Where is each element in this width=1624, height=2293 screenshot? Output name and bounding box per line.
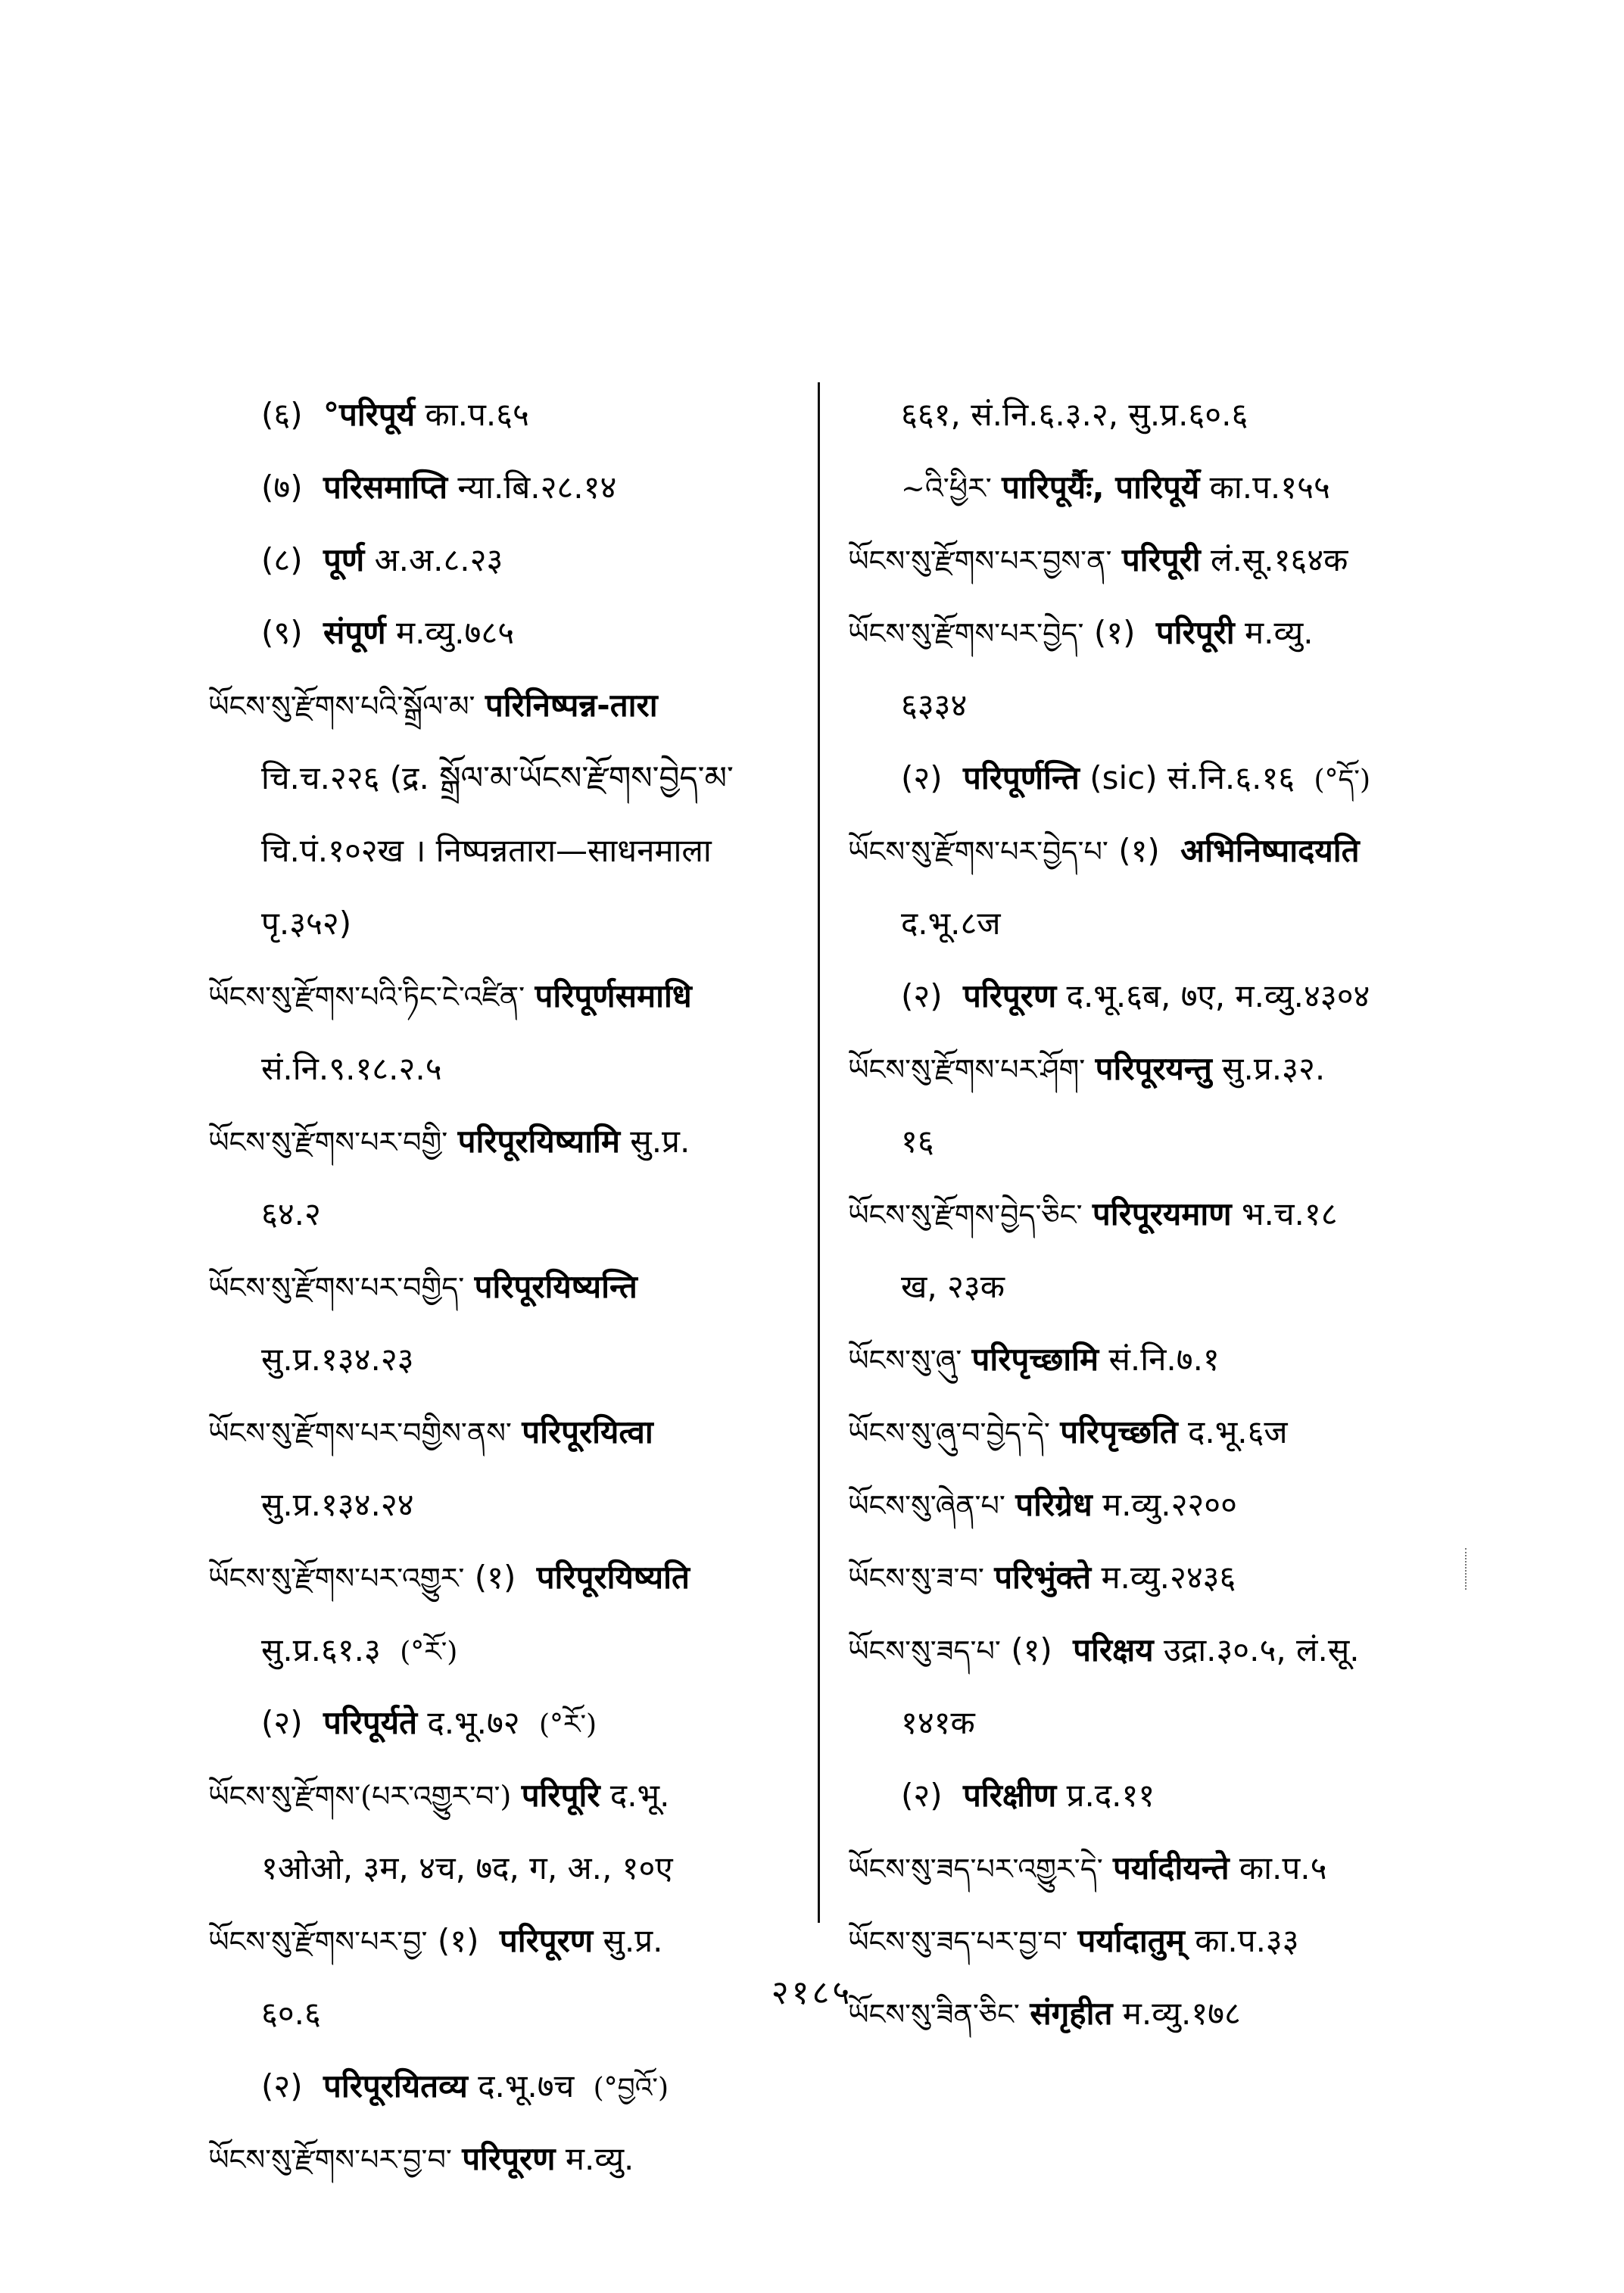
variant-note: (°རོ་) <box>539 1709 597 1740</box>
sanskrit-term: परिपृच्छामि <box>971 1341 1099 1378</box>
sanskrit-term: परिपूरयमाण <box>1092 1195 1232 1232</box>
sense-number: (१) <box>1118 832 1160 869</box>
source-reference: द.भू.८ज <box>901 905 1001 942</box>
entry-headword-line <box>848 1178 1454 1251</box>
source-reference: अ.अ.८.२३ <box>374 541 503 578</box>
page-number: २१८५ <box>771 1974 853 2012</box>
entry-headword-line <box>848 1614 1454 1687</box>
source-reference: चि.च.२२६ (द्र. སྒྲོལ་མ་ཡོངས་རྫོགས་བྱེད་མ་ <box>261 759 734 796</box>
source-reference: सु.प्र.१३४.२३ <box>261 1341 414 1378</box>
sanskrit-term: परिपूरि <box>521 1777 600 1814</box>
entry-headword-line <box>208 2123 814 2195</box>
source-reference: ६६१, सं.नि.६.३.२, सु.प्र.६०.६ <box>901 396 1248 433</box>
entry-continuation-line <box>848 960 1454 1033</box>
sanskrit-term: संपूर्ण <box>323 614 386 651</box>
tibetan-term: ཡོངས་སུ་རྫོགས་པར་བགྱིད་ <box>208 1271 465 1304</box>
sanskrit-term: परिपूर्णसमाधि <box>535 977 692 1014</box>
entry-continuation-line <box>848 379 1454 451</box>
source-reference: ६३३४ <box>901 687 968 724</box>
sense-number: (६) <box>261 396 303 433</box>
entry-headword-line <box>208 1251 814 1323</box>
entry-headword-line <box>848 1323 1454 1396</box>
source-reference: सु.प्र.३२. <box>1222 1050 1326 1087</box>
sense-number: (१) <box>1011 1631 1052 1668</box>
sanskrit-term: परिसमाप्ति <box>323 469 448 506</box>
tibetan-term: ཡོངས་སུ་རྫོགས་པའི་ཏིང་ངེ་འཛིན་ <box>208 980 525 1014</box>
sanskrit-term: परिपूरण <box>499 1922 594 1959</box>
source-reference: म.व्यु.२४३६ <box>1101 1559 1236 1596</box>
tibetan-term: ཡོངས་སུ་རྫོགས་པར་བྱེད་པ་ <box>848 835 1108 868</box>
entry-continuation-line <box>208 1614 814 1687</box>
sanskrit-term: परिपृच्छति <box>1060 1413 1178 1450</box>
sanskrit-term: परिक्षीण <box>962 1777 1057 1814</box>
source-reference: सं.नि.७.१ <box>1108 1341 1220 1378</box>
source-reference: द.भू.६ब, ७ए, म.व्यु.४३०४ <box>1066 977 1370 1014</box>
source-reference: उद्रा.३०.५, लं.सू. <box>1163 1631 1360 1668</box>
tibetan-term: ཡོངས་སུ་ཟད་པར་བྱ་བ་ <box>848 1925 1068 1958</box>
source-reference: भ.च.१८ <box>1241 1195 1338 1232</box>
sanskrit-term: परिपूरी <box>1155 614 1235 651</box>
source-reference: म.व्यु.७८५ <box>395 614 515 651</box>
source-reference: द.भू.७च <box>478 2067 575 2105</box>
entry-headword-line <box>848 1396 1454 1469</box>
source-reference: म.व्यु. <box>1245 614 1314 651</box>
entry-continuation-line <box>848 451 1454 524</box>
right-column <box>848 379 1454 2050</box>
entry-continuation-line <box>208 524 814 597</box>
sanskrit-term: परिपूरयितव्य <box>323 2067 468 2105</box>
source-reference: का.प.३३ <box>1195 1922 1299 1959</box>
sanskrit-term: परिपूरण <box>462 2140 556 2177</box>
left-column <box>208 379 814 2195</box>
source-reference: लं.सू.१६४क <box>1211 541 1348 578</box>
sense-number: (१) <box>474 1559 516 1596</box>
sanskrit-term: परिक्षय <box>1073 1631 1154 1668</box>
tibetan-term: ཡོངས་སུ་རྫོགས་པར་ཤོག་ <box>848 1053 1086 1086</box>
source-reference: सु.प्र. <box>630 1123 690 1160</box>
tibetan-term: ~འི་ཕྱིར་ <box>901 472 992 505</box>
sanskrit-term: °परिपूर्य <box>323 396 416 433</box>
sanskrit-term: पूर्ण <box>323 541 365 578</box>
entry-headword-line <box>848 1469 1454 1541</box>
tibetan-term: ཡོངས་སུ་ཞུ་བ་བྱེད་དེ་ <box>848 1416 1050 1450</box>
tibetan-term: ཡོངས་སུ་ཟིན་ཅིང་ <box>848 1998 1020 2031</box>
entry-continuation-line <box>208 379 814 451</box>
entry-continuation-line <box>208 815 814 887</box>
entry-continuation-line <box>208 742 814 815</box>
source-reference: का.प.६५ <box>425 396 529 433</box>
sanskrit-term: संगृहीत <box>1030 1995 1113 2032</box>
entry-headword-line <box>208 1905 814 1977</box>
entry-headword-line <box>208 669 814 742</box>
column-divider <box>818 382 820 1923</box>
source-reference: (sic) सं.नि.६.१६ <box>1089 759 1295 796</box>
tibetan-term: ཡོངས་སུ་རྫོགས་བྱེད་ཅིང་ <box>848 1198 1083 1232</box>
tibetan-term: ཡོངས་སུ་ཟད་པར་འགྱུར་དེ་ <box>848 1852 1103 1886</box>
tibetan-term: ཡོངས་སུ་རྫོགས་(པར་འགྱུར་བ་) <box>208 1780 512 1813</box>
tibetan-term: ཡོངས་སུ་རྫོགས་པར་བྱས་ན་ <box>848 544 1112 578</box>
sense-number: (८) <box>261 541 303 578</box>
entry-continuation-line <box>208 1687 814 1759</box>
entry-continuation-line <box>208 887 814 960</box>
entry-continuation-line <box>848 669 1454 742</box>
source-reference: प्र.द.११ <box>1066 1777 1155 1814</box>
sanskrit-term: परिनिष्पन्न-तारा <box>485 687 658 724</box>
sanskrit-term: परिपूरी <box>1121 541 1201 578</box>
sense-number: (९) <box>261 614 303 651</box>
source-reference: ख, २३क <box>901 1268 1005 1305</box>
sanskrit-term: पर्यादातुम् <box>1077 1922 1185 1959</box>
source-reference: ६४.२ <box>261 1195 321 1232</box>
entry-continuation-line <box>848 1105 1454 1178</box>
sanskrit-term: परिपूरयिष्यति <box>536 1559 690 1596</box>
entry-continuation-line <box>848 1687 1454 1759</box>
sense-number: (१) <box>1093 614 1136 651</box>
sanskrit-term: पर्यादीयन्ते <box>1113 1849 1230 1886</box>
sanskrit-term: परिपूरण <box>962 977 1057 1014</box>
tibetan-term: ཡོངས་སུ་ཟ་བ་ <box>848 1562 984 1595</box>
sanskrit-term: परिपूर्यते <box>323 1704 418 1741</box>
entry-continuation-line <box>208 1469 814 1541</box>
entry-continuation-line <box>208 2050 814 2123</box>
source-reference: १६ <box>901 1123 934 1160</box>
entry-continuation-line <box>208 1033 814 1105</box>
source-reference: द.भू.६ज <box>1188 1413 1288 1450</box>
source-reference: १४१क <box>901 1704 975 1741</box>
entry-headword-line <box>208 1396 814 1469</box>
sense-number: (२) <box>901 759 943 796</box>
sense-number: (२) <box>901 1777 943 1814</box>
source-reference: का.प.५ <box>1239 1849 1327 1886</box>
entry-continuation-line <box>848 1759 1454 1832</box>
variant-note: (°བྱའོ་) <box>593 2073 669 2104</box>
entry-headword-line <box>848 1033 1454 1105</box>
sanskrit-term: परिग्रेध <box>1015 1486 1093 1523</box>
entry-headword-line <box>848 815 1454 887</box>
variant-note: (°རོ་) <box>400 1637 458 1668</box>
entry-continuation-line <box>208 1832 814 1905</box>
tibetan-term: ཡོངས་སུ་རྫོགས་པར་བགྱིས་ནས་ <box>208 1416 512 1450</box>
tibetan-term: ཡོངས་སུ་རྫོགས་པའི་སྒྲོལ་མ་ <box>208 690 475 723</box>
sanskrit-term: परिभुंक्ते <box>994 1559 1092 1596</box>
sanskrit-term: पारिपूर्यैः, पारिपूर्ये <box>1002 469 1200 506</box>
sanskrit-term: अभिनिष्पादयति <box>1180 832 1360 869</box>
source-reference: सं.नि.९.१८.२.५ <box>261 1050 442 1087</box>
source-reference: द.भू. <box>609 1777 670 1814</box>
sense-number: (२) <box>261 2067 303 2105</box>
sanskrit-term: परिपूर्णन्ति <box>962 759 1080 796</box>
tibetan-term: ཡོངས་སུ་རྫོགས་པར་བྱ་ <box>208 1925 428 1958</box>
source-reference: का.प.१५५ <box>1209 469 1330 506</box>
sense-number: (२) <box>901 977 943 1014</box>
sense-number: (२) <box>261 1704 303 1741</box>
source-reference: ६०.६ <box>261 1995 321 2032</box>
sanskrit-term: परिपूरयन्तु <box>1095 1050 1212 1087</box>
entry-continuation-line <box>848 1251 1454 1323</box>
source-reference: न्या.बि.२८.१४ <box>457 469 617 506</box>
entry-continuation-line <box>848 887 1454 960</box>
entry-headword-line <box>848 1541 1454 1614</box>
entry-headword-line <box>208 1759 814 1832</box>
source-reference: सु.प्र. <box>603 1922 663 1959</box>
variant-note: (°དོ་) <box>1314 765 1371 796</box>
margin-mark <box>1465 1548 1468 1590</box>
tibetan-term: ཡོངས་སུ་ཟད་པ་ <box>848 1634 1001 1668</box>
entry-continuation-line <box>208 1323 814 1396</box>
source-reference: म.व्यु. <box>565 2140 634 2177</box>
source-reference: सु.प्र.१३४.२४ <box>261 1486 414 1523</box>
tibetan-term: ཡོངས་སུ་རྫོགས་པར་འགྱུར་ <box>208 1562 465 1595</box>
sense-number: (१) <box>437 1922 479 1959</box>
source-reference: चि.पं.१०२ख । निष्पन्नतारा—साधनमाला <box>261 832 712 869</box>
source-reference: सु.प्र.६१.३ <box>261 1631 381 1668</box>
tibetan-term: ཡོངས་སུ་རྫོགས་པར་བྱ་བ་ <box>208 2143 452 2176</box>
sanskrit-term: परिपूरयिष्यन्ति <box>474 1268 637 1305</box>
source-reference: १ओओ, ३म, ४च, ७द, ग, अ., १०ए <box>261 1849 673 1886</box>
tibetan-term: ཡོངས་སུ་རྫོགས་པར་བགྱི་ <box>208 1126 448 1159</box>
tibetan-term: ཡོངས་སུ་ཞེན་པ་ <box>848 1489 1005 1522</box>
tibetan-term: ཡོངས་སུ་རྫོགས་པར་བྱེད་ <box>848 617 1084 650</box>
entry-headword-line <box>848 1905 1454 1977</box>
source-reference: म.व्यु.२२०० <box>1102 1486 1237 1523</box>
sanskrit-term: परिपूरयिष्यामि <box>457 1123 620 1160</box>
entry-continuation-line <box>208 1178 814 1251</box>
entry-headword-line <box>848 1832 1454 1905</box>
entry-headword-line <box>848 597 1454 669</box>
entry-continuation-line <box>848 742 1454 815</box>
sense-number: (७) <box>261 469 303 506</box>
entry-headword-line <box>848 524 1454 597</box>
source-reference: म.व्यु.१७८ <box>1122 1995 1241 2032</box>
entry-headword-line <box>208 1105 814 1178</box>
entry-continuation-line <box>208 597 814 669</box>
sanskrit-term: परिपूरयित्वा <box>522 1413 653 1450</box>
entry-headword-line <box>208 960 814 1033</box>
entry-headword-line <box>208 1541 814 1614</box>
source-reference: पृ.३५२) <box>261 905 352 942</box>
source-reference: द.भू.७२ <box>427 1704 520 1741</box>
tibetan-term: ཡོངས་སུ་ཞུ་ <box>848 1344 962 1377</box>
entry-continuation-line <box>208 451 814 524</box>
